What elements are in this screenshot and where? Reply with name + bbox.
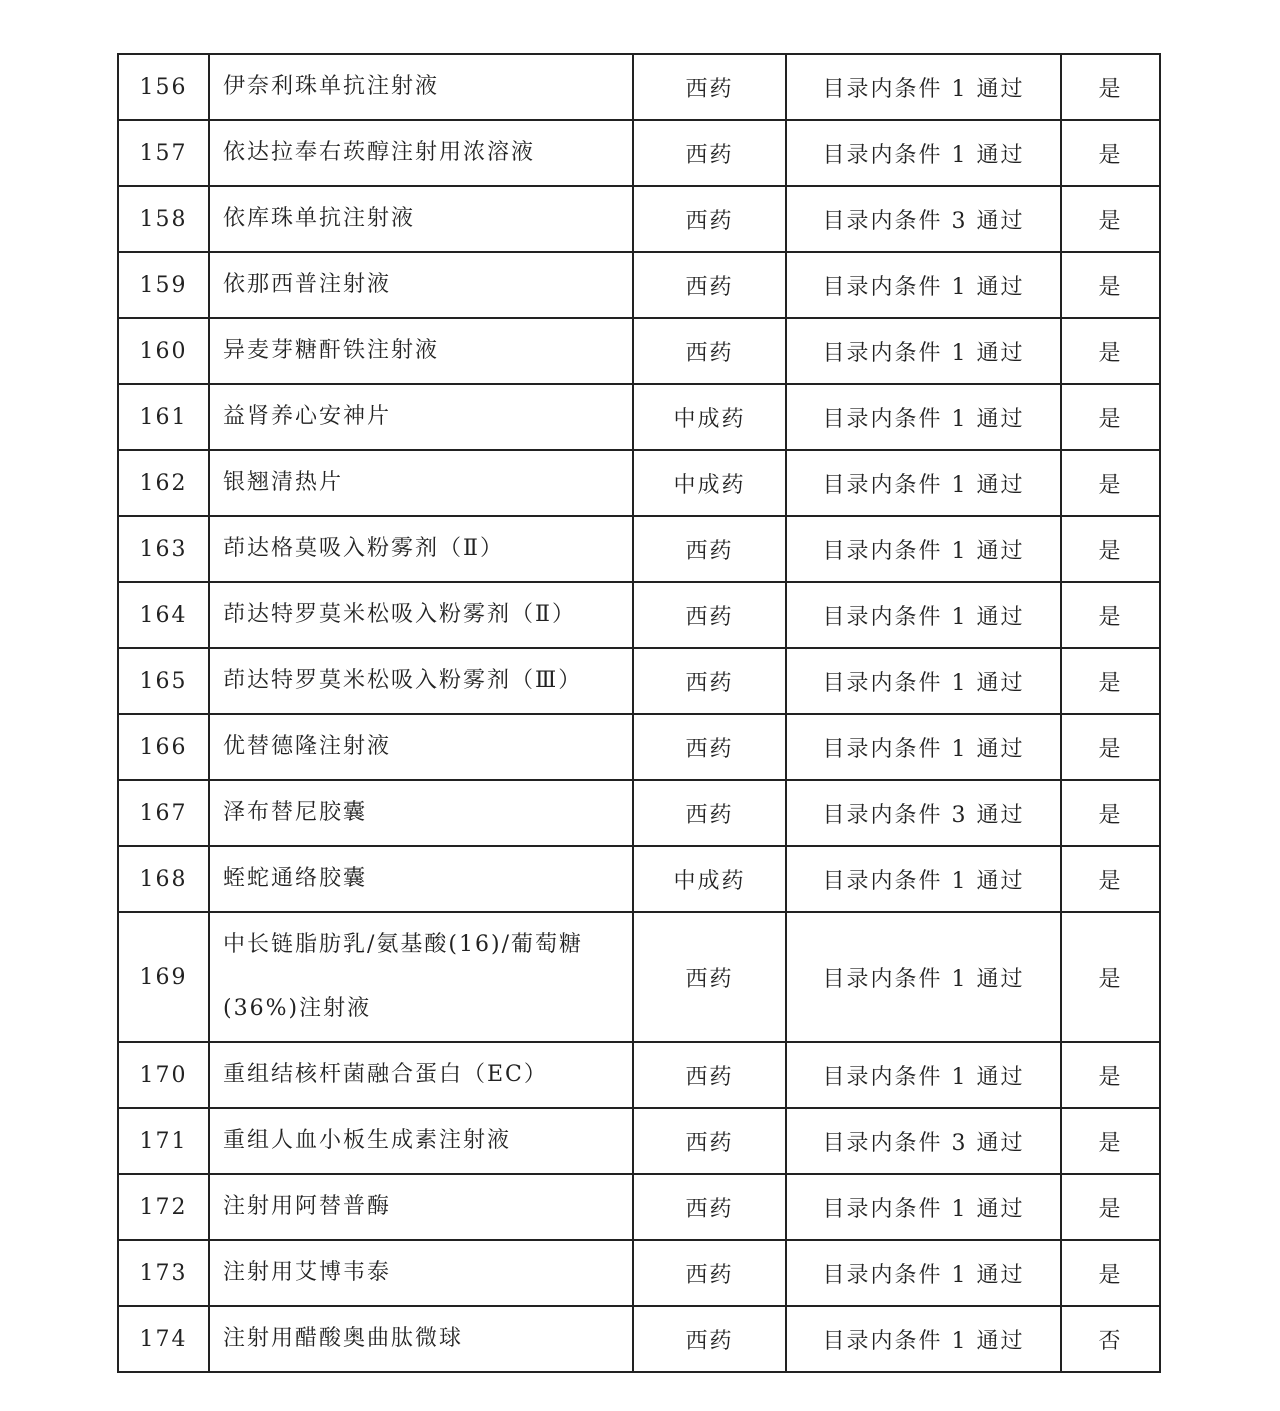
review-condition: 目录内条件 3 通过 — [786, 780, 1061, 846]
review-condition: 目录内条件 1 通过 — [786, 582, 1061, 648]
drug-type: 西药 — [633, 252, 786, 318]
drug-type: 中成药 — [633, 450, 786, 516]
drug-name: 茚达格莫吸入粉雾剂（Ⅱ） — [209, 516, 633, 582]
review-condition: 目录内条件 1 通过 — [786, 912, 1061, 1042]
drug-name: 重组人血小板生成素注射液 — [209, 1108, 633, 1174]
table-row — [118, 1042, 1160, 1108]
drug-name: 注射用醋酸奥曲肽微球 — [209, 1306, 633, 1372]
review-condition: 目录内条件 3 通过 — [786, 1108, 1061, 1174]
row-number: 170 — [118, 1042, 209, 1108]
review-result: 是 — [1061, 186, 1160, 252]
row-number: 172 — [118, 1174, 209, 1240]
review-condition: 目录内条件 1 通过 — [786, 648, 1061, 714]
row-number: 165 — [118, 648, 209, 714]
drug-type: 西药 — [633, 1174, 786, 1240]
review-condition: 目录内条件 1 通过 — [786, 516, 1061, 582]
table-row — [118, 384, 1160, 450]
review-result: 是 — [1061, 1042, 1160, 1108]
review-result: 是 — [1061, 516, 1160, 582]
row-number: 162 — [118, 450, 209, 516]
review-condition: 目录内条件 1 通过 — [786, 1042, 1061, 1108]
drug-type: 西药 — [633, 714, 786, 780]
drug-type: 西药 — [633, 1240, 786, 1306]
review-result: 是 — [1061, 714, 1160, 780]
review-condition: 目录内条件 1 通过 — [786, 1174, 1061, 1240]
review-condition: 目录内条件 1 通过 — [786, 450, 1061, 516]
review-result: 是 — [1061, 252, 1160, 318]
row-number: 156 — [118, 54, 209, 120]
drug-name: 泽布替尼胶囊 — [209, 780, 633, 846]
table-row — [118, 1240, 1160, 1306]
drug-type: 中成药 — [633, 846, 786, 912]
review-condition: 目录内条件 1 通过 — [786, 252, 1061, 318]
row-number: 159 — [118, 252, 209, 318]
table-row — [118, 120, 1160, 186]
review-result: 否 — [1061, 1306, 1160, 1372]
drug-type: 西药 — [633, 648, 786, 714]
drug-name: 注射用艾博韦泰 — [209, 1240, 633, 1306]
row-number: 169 — [118, 912, 209, 1042]
review-result: 是 — [1061, 1108, 1160, 1174]
drug-name: 伊奈利珠单抗注射液 — [209, 54, 633, 120]
review-result: 是 — [1061, 120, 1160, 186]
review-condition: 目录内条件 1 通过 — [786, 384, 1061, 450]
row-number: 157 — [118, 120, 209, 186]
review-condition: 目录内条件 1 通过 — [786, 714, 1061, 780]
table-row — [118, 582, 1160, 648]
table-row — [118, 1108, 1160, 1174]
drug-type: 西药 — [633, 120, 786, 186]
table-row — [118, 912, 1160, 1042]
review-result: 是 — [1061, 582, 1160, 648]
row-number: 161 — [118, 384, 209, 450]
drug-type: 西药 — [633, 516, 786, 582]
review-condition: 目录内条件 1 通过 — [786, 846, 1061, 912]
review-result: 是 — [1061, 780, 1160, 846]
drug-type: 西药 — [633, 780, 786, 846]
review-result: 是 — [1061, 54, 1160, 120]
drug-name: 注射用阿替普酶 — [209, 1174, 633, 1240]
drug-type: 西药 — [633, 582, 786, 648]
drug-name: 异麦芽糖酐铁注射液 — [209, 318, 633, 384]
review-condition: 目录内条件 3 通过 — [786, 186, 1061, 252]
drug-name: 依库珠单抗注射液 — [209, 186, 633, 252]
table-row — [118, 54, 1160, 120]
row-number: 171 — [118, 1108, 209, 1174]
review-condition: 目录内条件 1 通过 — [786, 120, 1061, 186]
drug-name: 优替德隆注射液 — [209, 714, 633, 780]
review-result: 是 — [1061, 384, 1160, 450]
drug-type: 西药 — [633, 912, 786, 1042]
row-number: 174 — [118, 1306, 209, 1372]
review-result: 是 — [1061, 318, 1160, 384]
row-number: 173 — [118, 1240, 209, 1306]
review-condition: 目录内条件 1 通过 — [786, 54, 1061, 120]
row-number: 166 — [118, 714, 209, 780]
review-result: 是 — [1061, 1174, 1160, 1240]
drug-list-table — [117, 53, 1161, 1373]
row-number: 167 — [118, 780, 209, 846]
row-number: 160 — [118, 318, 209, 384]
drug-type: 西药 — [633, 1306, 786, 1372]
row-number: 163 — [118, 516, 209, 582]
drug-type: 西药 — [633, 318, 786, 384]
drug-type: 西药 — [633, 1042, 786, 1108]
drug-name: 茚达特罗莫米松吸入粉雾剂（Ⅱ） — [209, 582, 633, 648]
table-row — [118, 186, 1160, 252]
table-row — [118, 450, 1160, 516]
table-row — [118, 714, 1160, 780]
review-condition: 目录内条件 1 通过 — [786, 318, 1061, 384]
drug-type: 西药 — [633, 54, 786, 120]
row-number: 168 — [118, 846, 209, 912]
table-row — [118, 648, 1160, 714]
drug-name: 益肾养心安神片 — [209, 384, 633, 450]
review-result: 是 — [1061, 846, 1160, 912]
row-number: 158 — [118, 186, 209, 252]
table-row — [118, 318, 1160, 384]
table-row — [118, 780, 1160, 846]
review-result: 是 — [1061, 450, 1160, 516]
drug-name: 依达拉奉右莰醇注射用浓溶液 — [209, 120, 633, 186]
table-row — [118, 1306, 1160, 1372]
drug-type: 西药 — [633, 1108, 786, 1174]
drug-name-line-1: 中长链脂肪乳/氨基酸(16)/葡萄糖 — [223, 932, 583, 957]
drug-name: 蛭蛇通络胶囊 — [209, 846, 633, 912]
drug-name: 茚达特罗莫米松吸入粉雾剂（Ⅲ） — [209, 648, 633, 714]
drug-type: 中成药 — [633, 384, 786, 450]
review-result: 是 — [1061, 912, 1160, 1042]
drug-name — [209, 912, 633, 1042]
drug-name: 银翘清热片 — [209, 450, 633, 516]
drug-type: 西药 — [633, 186, 786, 252]
table-row — [118, 846, 1160, 912]
review-result: 是 — [1061, 1240, 1160, 1306]
table-row — [118, 252, 1160, 318]
drug-name: 重组结核杆菌融合蛋白（EC） — [209, 1042, 633, 1108]
drug-name: 依那西普注射液 — [209, 252, 633, 318]
review-condition: 目录内条件 1 通过 — [786, 1240, 1061, 1306]
drug-name-line-2: (36%)注射液 — [223, 996, 372, 1021]
review-condition: 目录内条件 1 通过 — [786, 1306, 1061, 1372]
table-row — [118, 516, 1160, 582]
table-row — [118, 1174, 1160, 1240]
row-number: 164 — [118, 582, 209, 648]
review-result: 是 — [1061, 648, 1160, 714]
